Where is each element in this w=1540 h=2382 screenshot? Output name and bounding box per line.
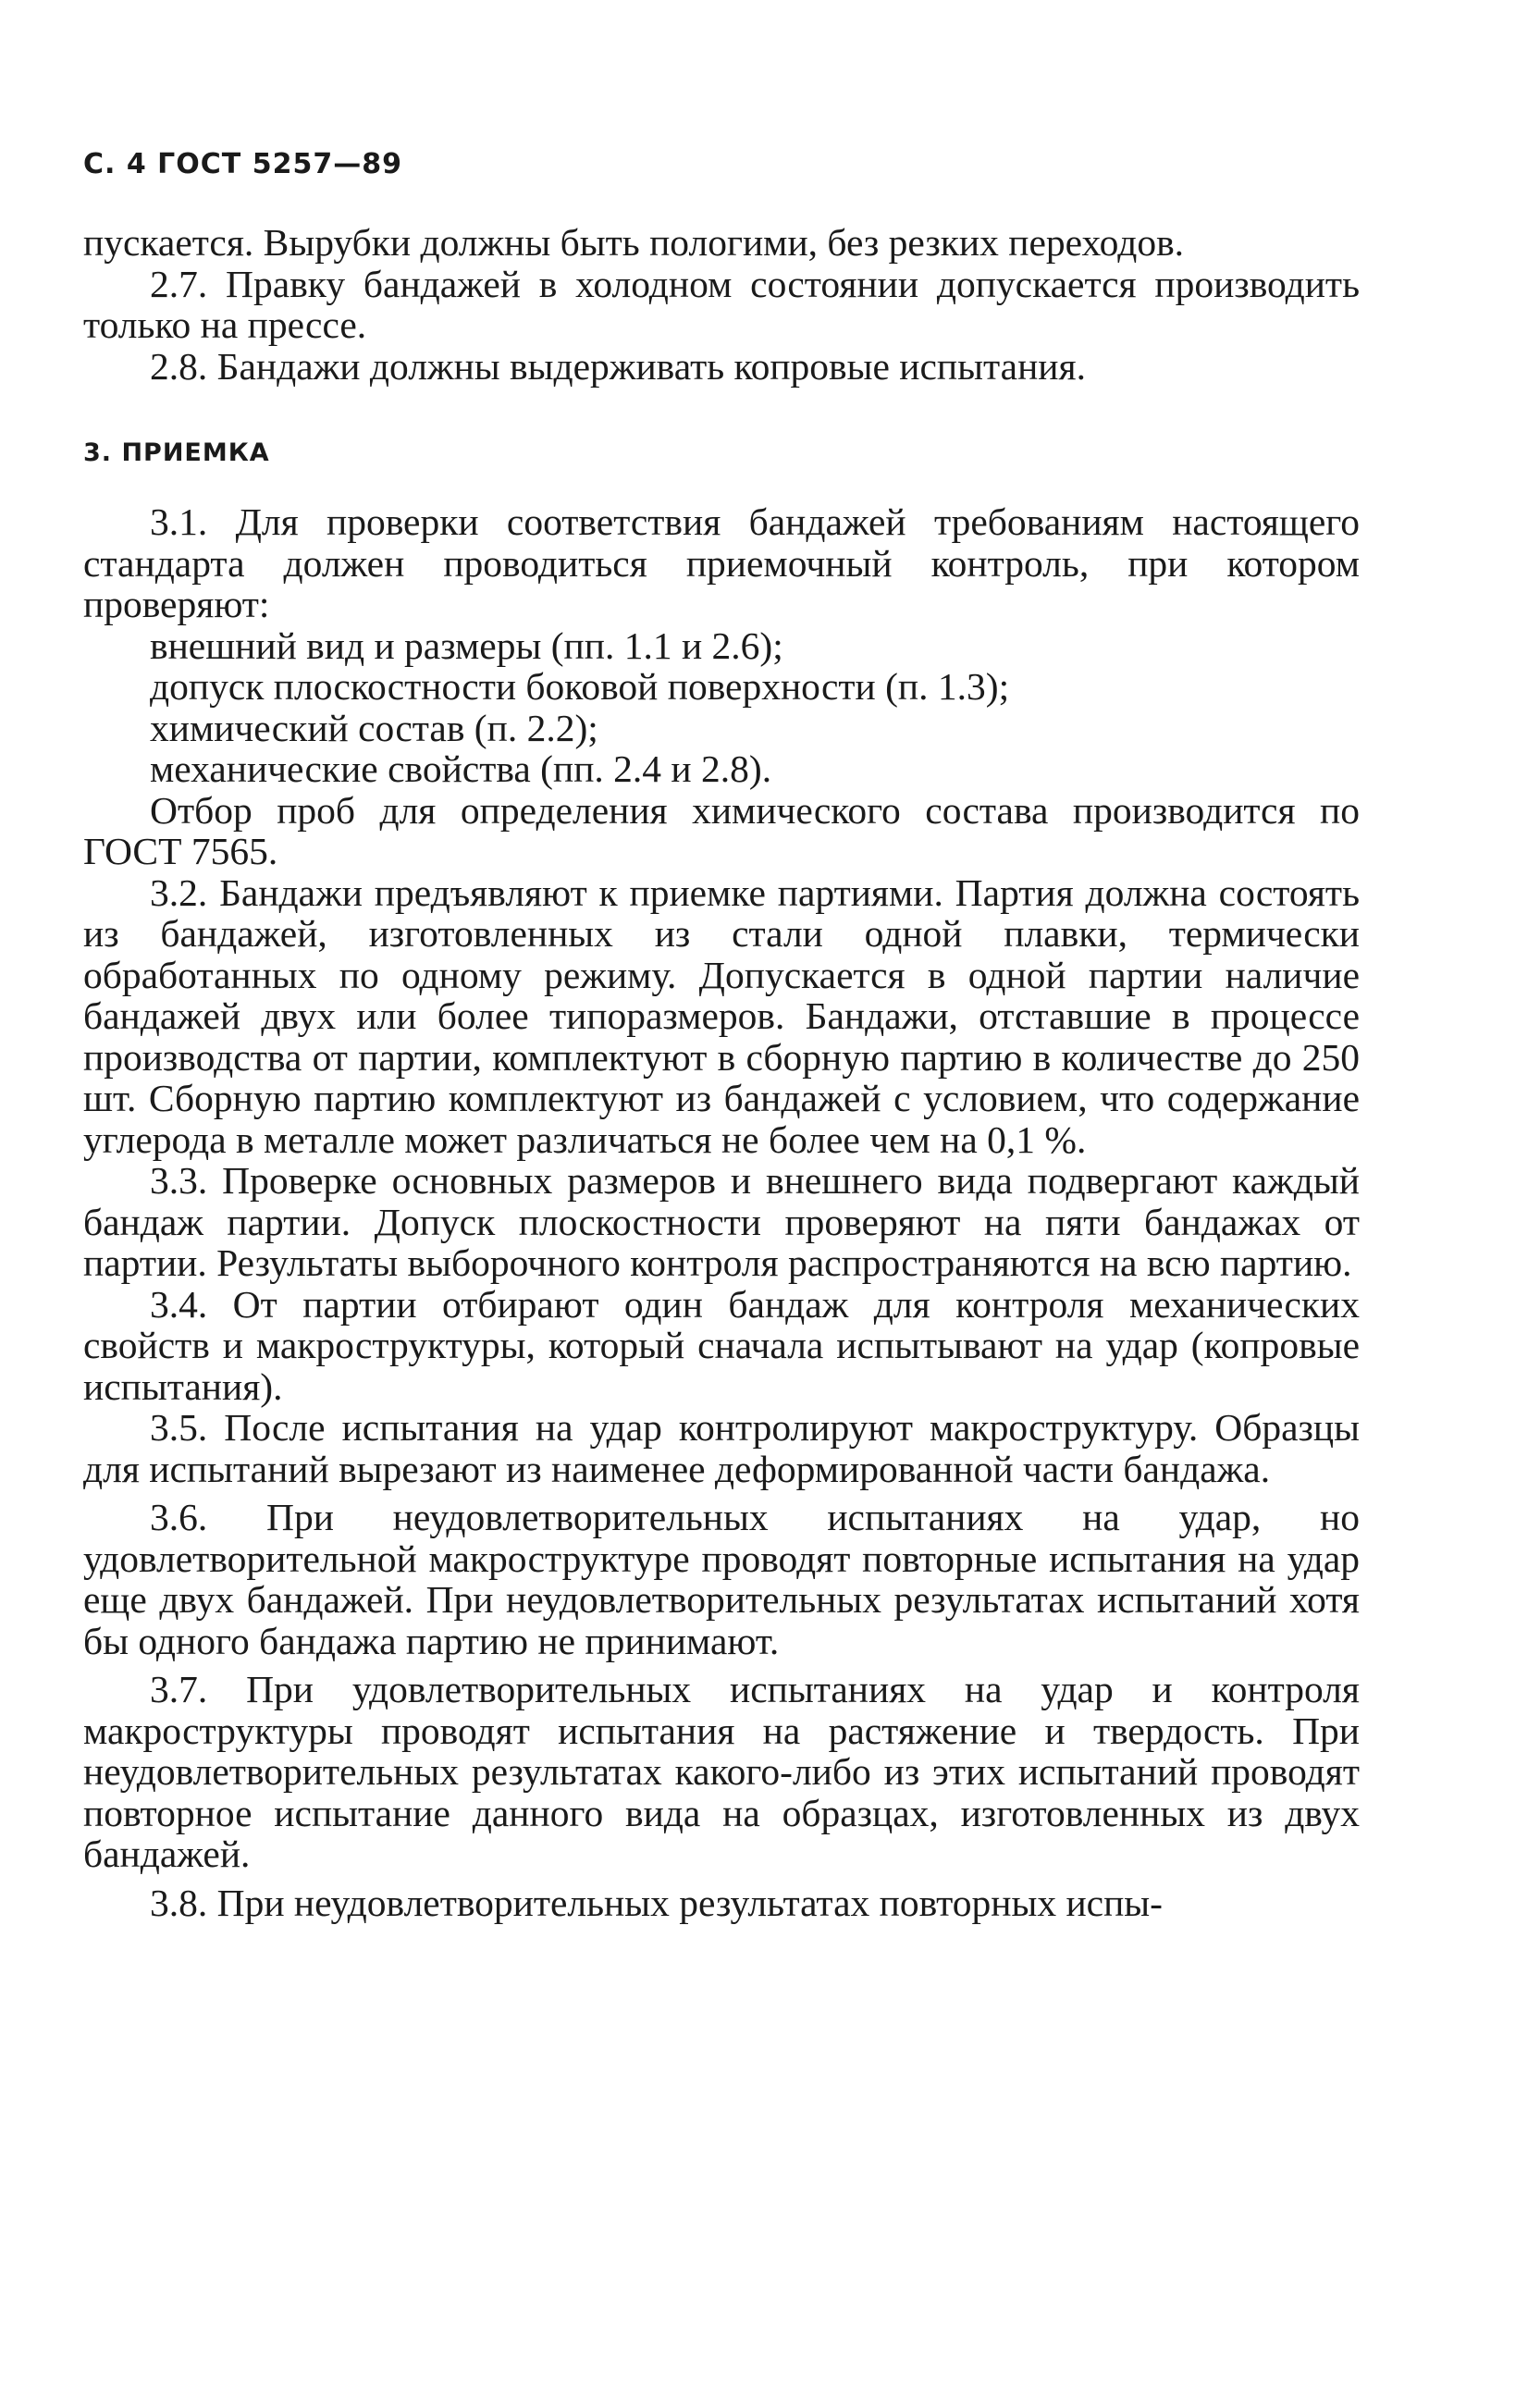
list-item: химический состав (п. 2.2); — [150, 706, 598, 749]
paragraph-3-3: 3.3. Проверке основных размеров и внешнего вида подвергают каждый бандаж партии. Допуск плоскостности проверяют на пяти бандажах от партии. Результаты выборочного контроля распространяются на всю партию. — [83, 1159, 1360, 1284]
list-item: допуск плоскостности боковой поверхности (п. 1.3); — [150, 665, 1010, 708]
running-head: С. 4 ГОСТ 5257—89 — [83, 148, 402, 180]
paragraph-3-7: 3.7. При удовлетворительных испытаниях на удар и контроля макроструктуры проводят испытания на растяжение и твердость. При неудовлетворительных результатах какого-либо из этих испытаний проводят повторное испытание данного вида на образцах, изготовленных из двух бандажей. — [83, 1668, 1360, 1875]
paragraph-2-7: 2.7. Правку бандажей в холодном состоянии допускается производить только на прессе. — [83, 262, 1360, 346]
section-heading: 3. ПРИЕМКА — [83, 438, 270, 467]
body-text — [83, 222, 1360, 1923]
paragraph-3-1: 3.1. Для проверки соответствия бандажей требованиям настоящего стандарта должен проводиться приемочный контроль, при котором проверяют: — [83, 500, 1360, 625]
paragraph-3-4: 3.4. От партии отбирают один бандаж для контроля механических свойств и макроструктуры, который сначала испытывают на удар (копровые испытания). — [83, 1282, 1360, 1408]
paragraph-3-8: 3.8. При неудовлетворительных результатах повторных испы- — [150, 1881, 1163, 1924]
list-item: механические свойства (пп. 2.4 и 2.8). — [150, 747, 772, 790]
paragraph-2-8: 2.8. Бандажи должны выдерживать копровые испытания. — [150, 344, 1086, 388]
paragraph-sampling: Отбор проб для определения химического состава производится по ГОСТ 7565. — [83, 788, 1360, 872]
document-page — [83, 148, 1360, 1923]
paragraph-continuation: пускается. Вырубки должны быть пологими, без резких переходов. — [83, 221, 1185, 264]
paragraph-3-6: 3.6. При неудовлетворительных испытаниях на удар, но удовлетворительной макроструктуре проводят повторные испытания на удар еще двух бандажей. При неудовлетворительных результатах испытаний хотя бы одного бандажа партию не принимают. — [83, 1496, 1360, 1662]
paragraph-3-2: 3.2. Бандажи предъявляют к приемке партиями. Партия должна состоять из бандажей, изготовленных из стали одной плавки, термически обработанных по одному режиму. Допускается в одной партии наличие бандажей двух или более типоразмеров. Бандажи, отставшие в процессе производства от партии, комплектуют в сборную партию в количестве до 250 шт. Сборную партию комплектуют из бандажей с условием, что содержание углерода в металле может различаться не более чем на 0,1 %. — [83, 870, 1360, 1161]
list-item: внешний вид и размеры (пп. 1.1 и 2.6); — [150, 623, 783, 667]
paragraph-3-5: 3.5. После испытания на удар контролируют макроструктуру. Образцы для испытаний вырезают из наименее деформированной части бандажа. — [83, 1406, 1360, 1490]
